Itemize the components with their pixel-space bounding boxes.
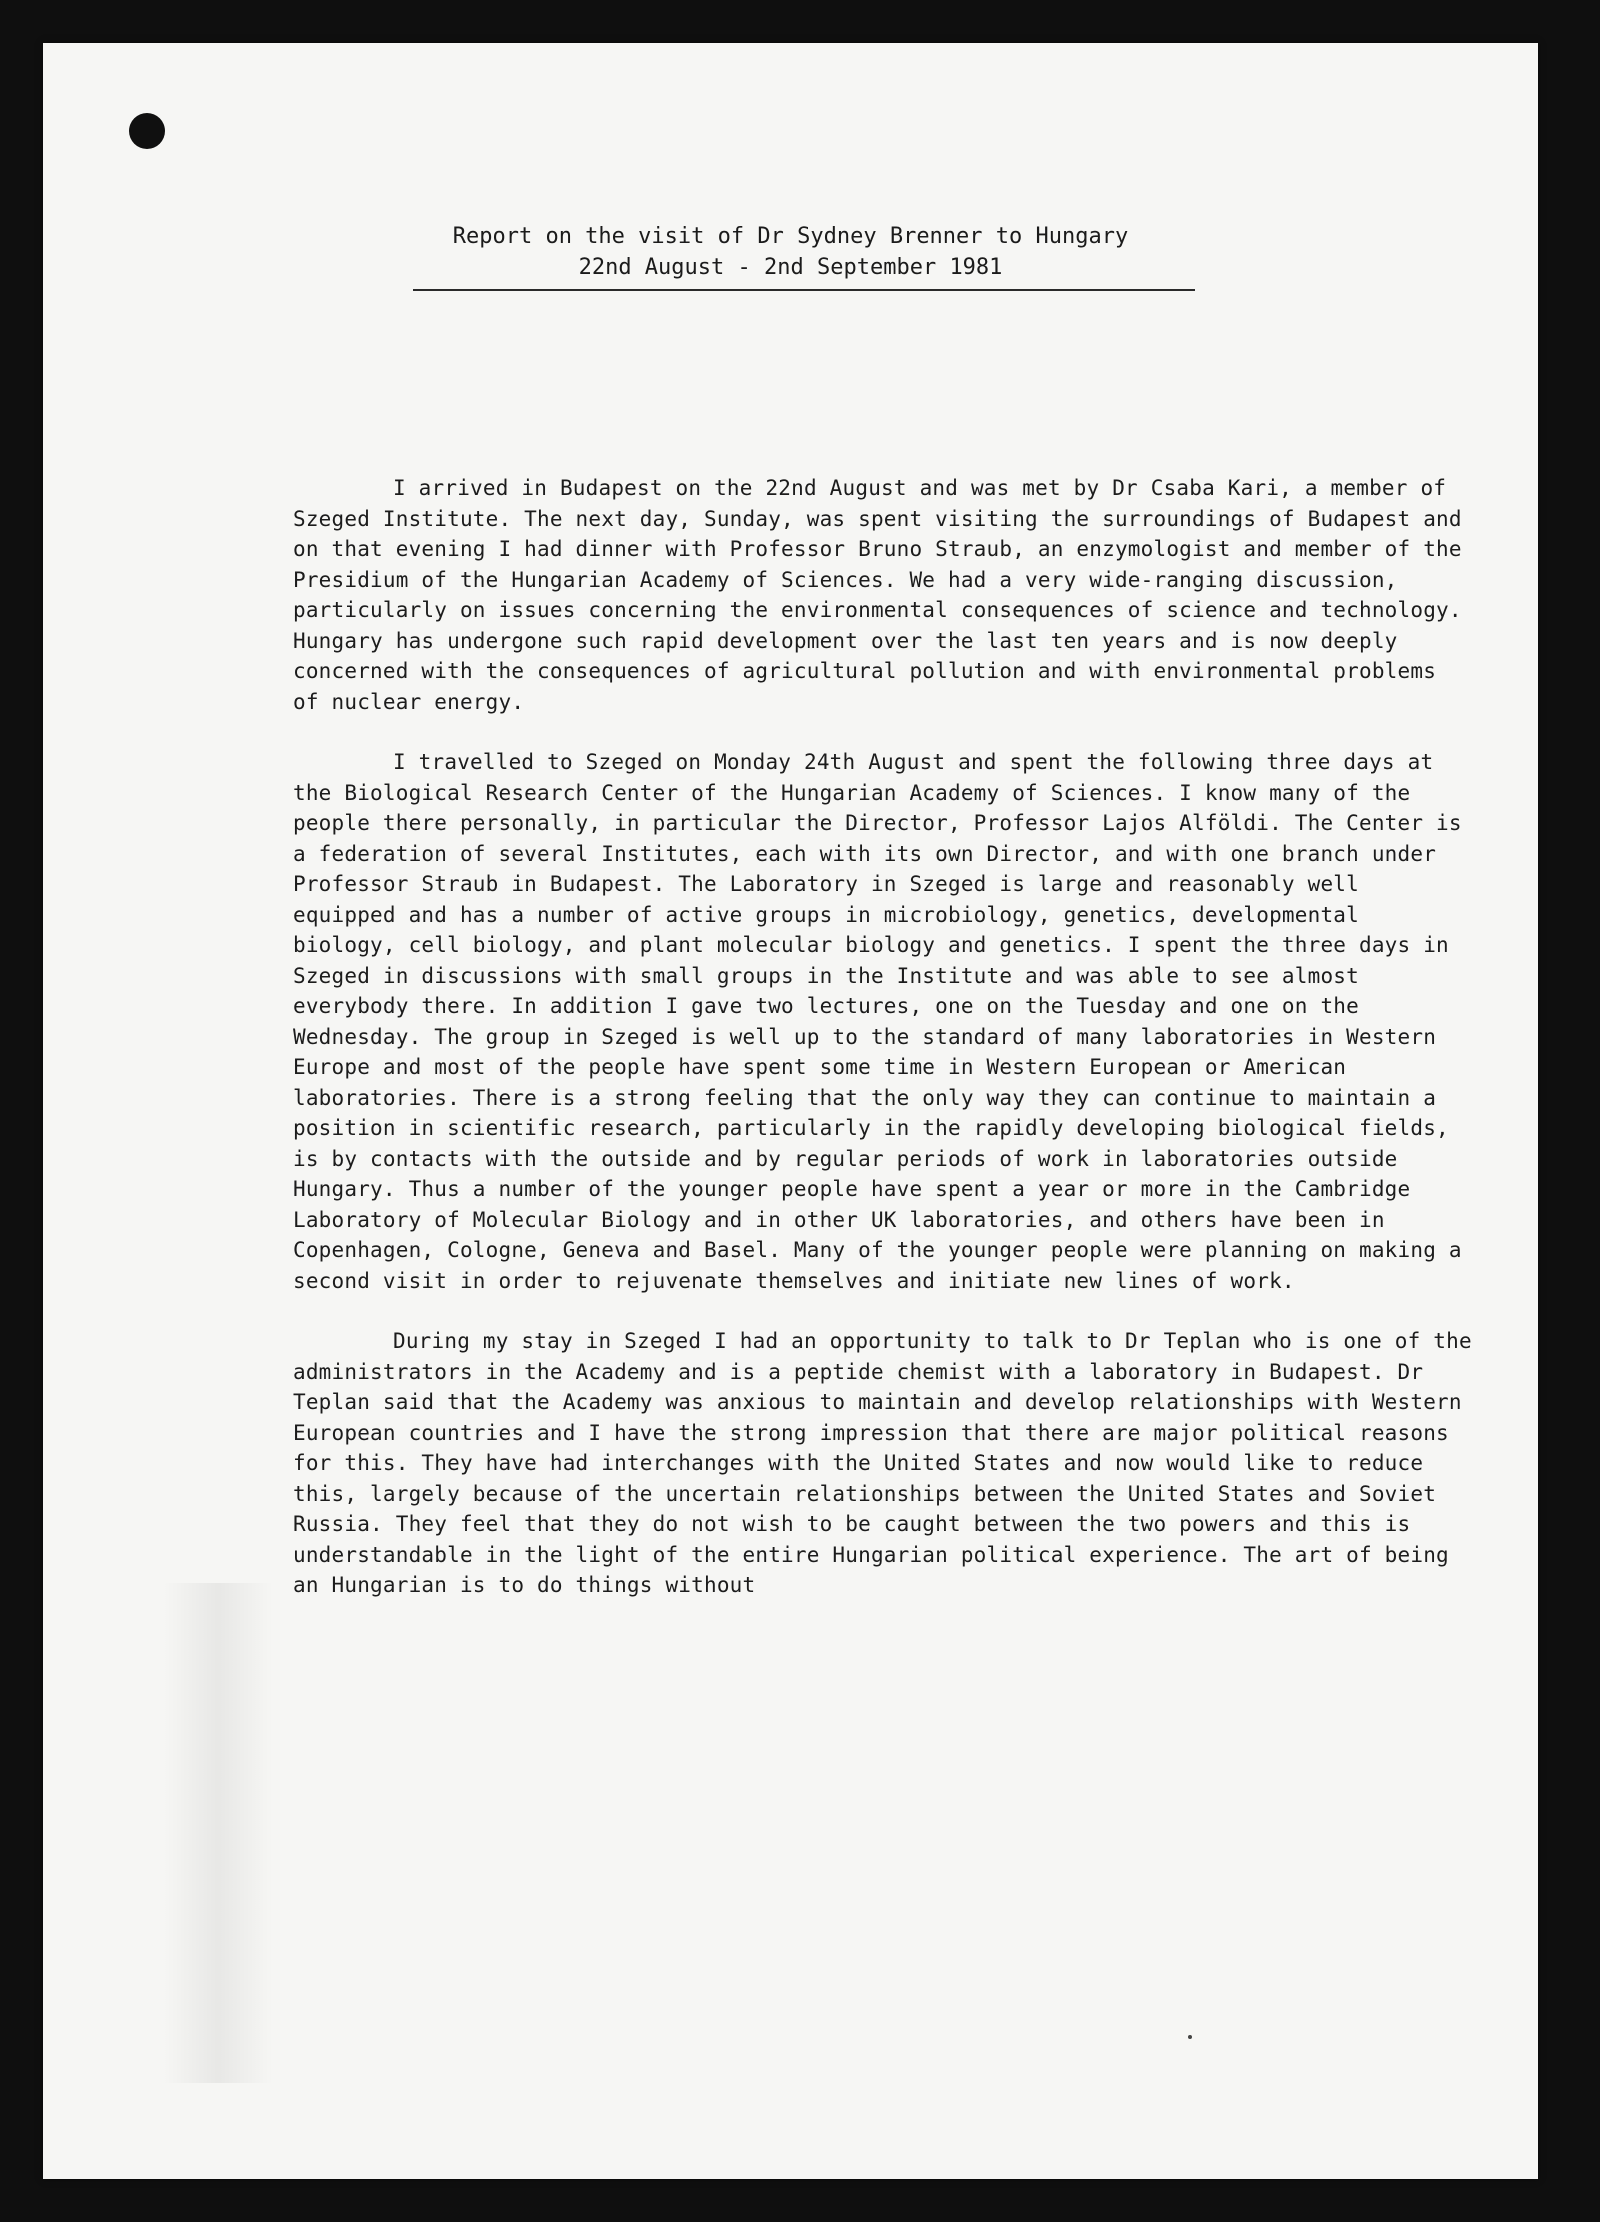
header-underline [413,289,1195,291]
page-speck [1188,2035,1192,2039]
scan-shadow [163,1583,273,2083]
report-header [43,221,1538,283]
report-body [293,473,1473,1631]
report-title: Report on the visit of Dr Sydney Brenner to Hungary [452,224,1129,249]
paragraph-arrival: I arrived in Budapest on the 22nd August and was met by Dr Csaba Kari, a member of Szeged Institute. The next day, Sunday, was spent visiting the surroundings of Budapest and on that evening I had dinner with Professor Bruno Straub, an enzymologist and member of the Presidium of the Hungarian Academy of Sciences. We had a very wide-ranging discussion, particularly on issues concerning the environmental consequences of science and technology. Hungary has undergone such rapid development over the last ten years and is now deeply concerned with the consequences of agricultural pollution and with environmental problems of nuclear energy. [293,476,1462,714]
document-page [43,43,1538,2179]
report-dates: 22nd August - 2nd September 1981 [578,255,1003,280]
paragraph-teplan: During my stay in Szeged I had an opportunity to talk to Dr Teplan who is one of the administrators in the Academy and is a peptide chemist with a laboratory in Budapest. Dr Teplan said that the Academy was anxious to maintain and develop relationships with Western European countries and I have the strong impression that there are major political reasons for this. They have had interchanges with the United States and now would like to reduce this, largely because of the uncertain relationships between the United States and Soviet Russia. They feel that they do not wish to be caught between the two powers and this is understandable in the light of the entire Hungarian political experience. The art of being an Hungarian is to do things without [293,1329,1472,1597]
paragraph-szeged: I travelled to Szeged on Monday 24th August and spent the following three days at the Biological Research Center of the Hungarian Academy of Sciences. I know many of the people there personally, in particular the Director, Professor Lajos Alföldi. The Center is a federation of several Institutes, each with its own Director, and with one branch under Professor Straub in Budapest. The Laboratory in Szeged is large and reasonably well equipped and has a number of active groups in microbiology, genetics, developmental biology, cell biology, and plant molecular biology and genetics. I spent the three days in Szeged in discussions with small groups in the Institute and was able to see almost everybody there. In addition I gave two lectures, one on the Tuesday and one on the Wednesday. The group in Szeged is well up to the standard of many laboratories in Western Europe and most of the people have spent some time in Western European or American laboratories. There is a strong feeling that the only way they can continue to maintain a position in scientific research, particularly in the rapidly developing biological fields, is by contacts with the outside and by regular periods of work in laboratories outside Hungary. Thus a number of the younger people have spent a year or more in the Cambridge Laboratory of Molecular Biology and in other UK laboratories, and others have been in Copenhagen, Cologne, Geneva and Basel. Many of the younger people were planning on making a second visit in order to rejuvenate themselves and initiate new lines of work. [293,750,1462,1293]
punch-hole [129,113,165,149]
